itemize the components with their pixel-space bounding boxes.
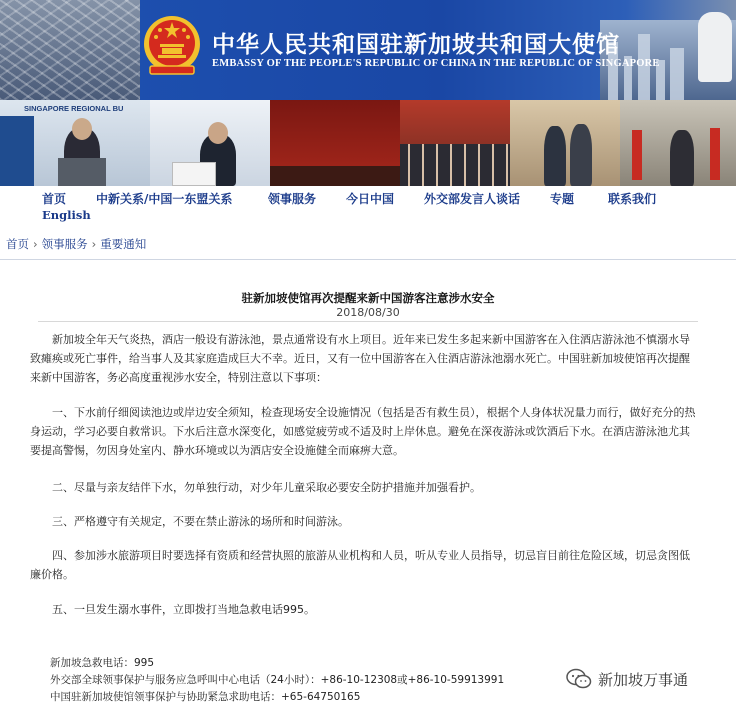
photo-flags-podium [620,100,736,186]
article-paragraph: 四、参加涉水旅游项目时要选择有资质和经营执照的旅游从业机构和人员，听从专业人员指导，切忌盲目前往危险区域，切忌贪图低廉价格。 [30,549,690,581]
watermark-text: 新加坡万事通 [598,670,689,689]
breadcrumb-separator: › [33,237,38,251]
contact-line: 新加坡急救电话：995 [50,657,155,669]
embassy-title-chinese: 中华人民共和国驻新加坡共和国大使馆 [212,31,620,58]
embassy-title-english: EMBASSY OF THE PEOPLE'S REPUBLIC OF CHINA IN THE REPUBLIC OF SINGAPORE [212,58,660,69]
nav-item-relations[interactable]: 中新关系/中国一东盟关系 [96,192,233,206]
header-banner [0,0,736,100]
nav-item-contact[interactable]: 联系我们 [608,192,657,206]
article-date: 2018/08/30 [336,306,400,319]
breadcrumb-consular[interactable]: 领事服务 [41,237,88,251]
watermark [566,664,726,694]
national-emblem-icon [142,14,202,76]
photo-speaker-commitment [150,100,270,186]
breadcrumb-current[interactable]: 重要通知 [100,237,147,251]
nav-item-topics[interactable]: 专题 [550,192,575,206]
date-divider [38,321,698,322]
nav-item-home[interactable]: 首页 [42,192,67,206]
main-nav [0,186,736,224]
breadcrumb-separator: › [91,237,97,251]
photo-speaker-podium: SINGAPORE REGIONAL BU [0,100,150,186]
breadcrumb [6,236,146,252]
emergency-contacts [50,655,504,706]
article-paragraph: 三、严格遵守有关规定，不要在禁止游泳的场所和时间游泳。 [52,515,349,528]
contact-line: 中国驻新加坡使馆领事保护与协助紧急求助电话：+65-64750165 [50,691,361,703]
article-paragraph: 新加坡全年天气炎热，酒店一般设有游泳池，景点通常设有水上项目。近年来已发生多起来新中国游客在入住酒店游泳池不慎溺水导致瘫痪或死亡事件，给当事人及其家庭造成巨大不幸。近日，又有一位中国游客在入住酒店游泳池溺水死亡。中国驻新加坡使馆再次提醒来新中国游客，务必高度重视涉水安全，特别注意以下事项： [30,333,690,384]
article-paragraph: 二、尽量与亲友结伴下水，勿单独行动，对少年儿童采取必要安全防护措施并加强看护。 [52,481,481,494]
article-paragraph: 一、下水前仔细阅读池边或岸边安全须知，检查现场安全设施情况（包括是否有救生员），根据个人身体状况量力而行，做好充分的热身运动，学习必要自救常识。下水后注意水深变化，如感觉疲劳或不适及时上岸休息。避免在深夜游泳或饮酒后下水。在酒店游泳池尤其要提高警惕，勿因身处室内、静水环境或以为酒店安全设施健全而麻痹大意。 [30,406,696,457]
contact-line: 外交部全球领事保护与服务应急呼叫中心电话（24小时）：+86-10-12308或+86-10-59913991 [50,674,505,686]
article-paragraph: 五、一旦发生溺水事件，立即拨打当地急救电话995。 [52,603,315,616]
merlion-image [698,12,732,82]
wechat-icon [566,668,592,690]
photo-group [400,100,510,186]
photo-scholarship-banner [270,100,400,186]
breadcrumb-home[interactable]: 首页 [6,237,29,251]
nav-item-english[interactable]: English [42,208,91,222]
nav-item-spokesperson[interactable]: 外交部发言人谈话 [424,192,521,206]
article-title: 驻新加坡使馆再次提醒来新中国游客注意涉水安全 [241,291,495,305]
nav-item-china-today[interactable]: 今日中国 [346,192,395,206]
photo-strip [0,100,736,186]
photo-handshake [510,100,620,186]
birds-nest-stadium-image [0,0,140,100]
breadcrumb-divider [0,259,736,260]
nav-item-consular[interactable]: 领事服务 [268,192,317,206]
